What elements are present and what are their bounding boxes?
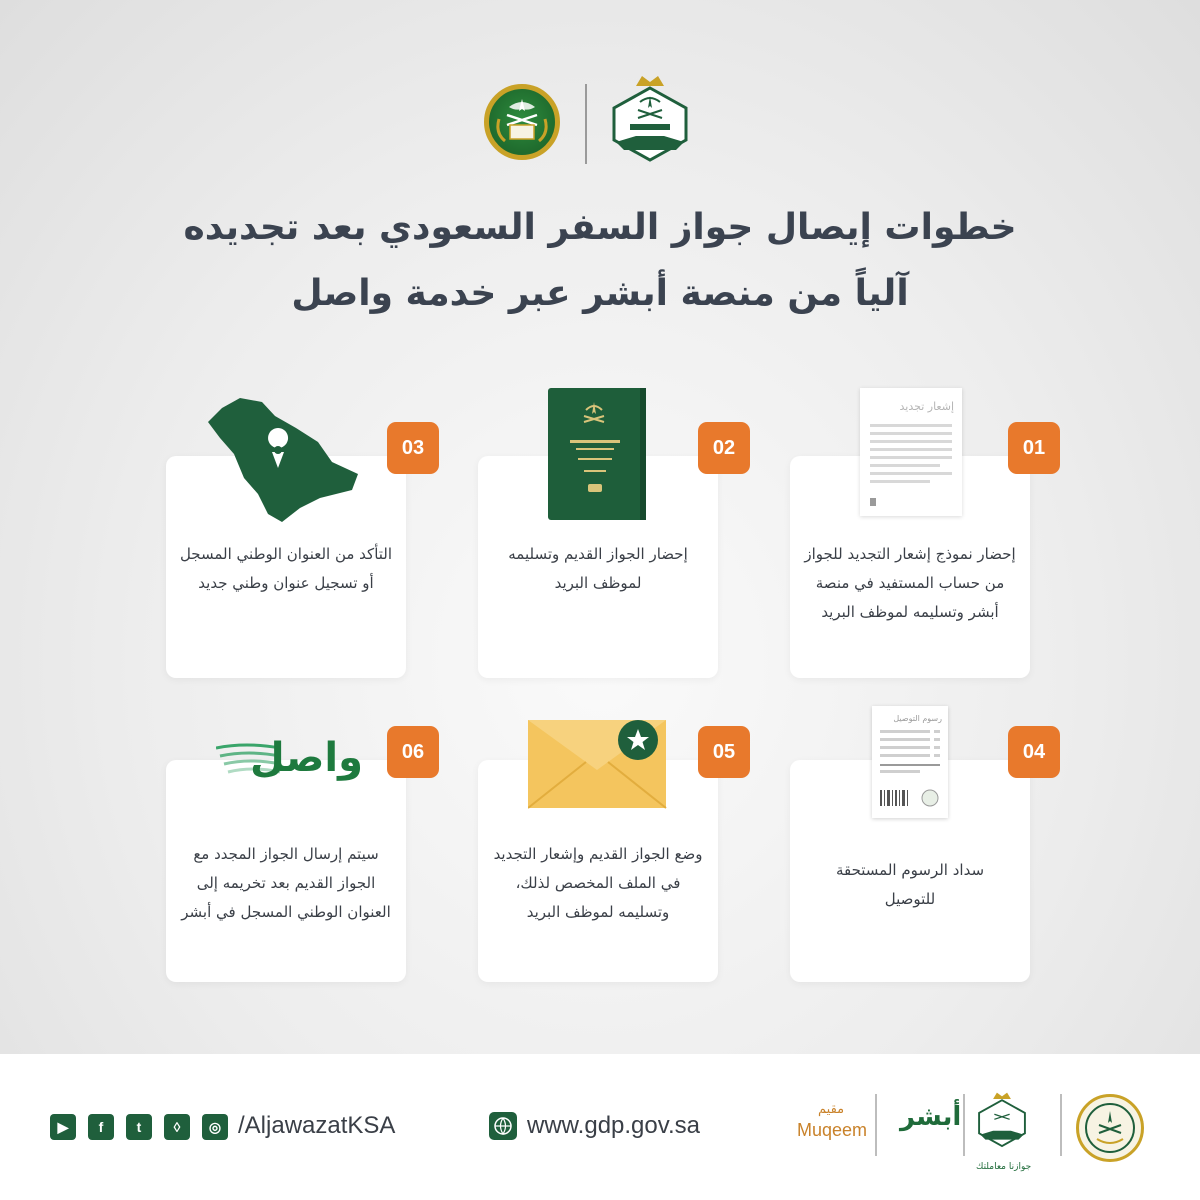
ministry-emblem-logo	[484, 84, 560, 160]
web-icon	[489, 1112, 517, 1140]
twitter-icon[interactable]: t	[126, 1114, 152, 1140]
saudi-passport-icon	[548, 388, 648, 526]
absher-logo: أبشر	[900, 1102, 962, 1132]
renewal-notice-document-icon	[860, 388, 962, 516]
step-text: التأكد من العنوان الوطني المسجل أو تسجيل عنوان وطني جديد	[179, 545, 393, 592]
muqeem-logo-arabic: مقيم	[818, 1102, 845, 1117]
instagram-icon[interactable]: ◎	[202, 1114, 228, 1140]
step-text: سداد الرسوم المستحقة للتوصيل	[835, 861, 985, 908]
saudi-map-pin-icon	[200, 390, 365, 529]
title-line-2: آلياً من منصة أبشر عبر خدمة واصل	[291, 273, 909, 314]
jawazat-footer-logo	[974, 1084, 1030, 1154]
step-text: إحضار الجواز القديم وتسليمه لموظف البريد	[508, 545, 688, 592]
jawazat-tagline: جوازنا معاملتك	[976, 1162, 1032, 1172]
delivery-fees-receipt-icon	[872, 706, 948, 818]
step-text: وضع الجواز القديم وإشعار التجديد في الملف المخصص لذلك، وتسليمه لموظف البريد	[493, 845, 703, 921]
footer-divider	[963, 1094, 965, 1156]
step-text: إحضار نموذج إشعار التجديد للجواز من حساب المستفيد في منصة أبشر وتسليمه لموظف البريد	[804, 545, 1016, 621]
facebook-icon[interactable]: f	[88, 1114, 114, 1140]
muqeem-logo-english: Muqeem	[797, 1120, 868, 1140]
page-title	[0, 195, 1200, 327]
social-handle[interactable]: /AljawazatKSA	[238, 1112, 396, 1139]
youtube-icon[interactable]: ▶	[50, 1114, 76, 1140]
step-number-badge: 02	[698, 422, 750, 474]
step-number-badge: 03	[387, 422, 439, 474]
step-number-badge: 04	[1008, 726, 1060, 778]
footer-divider	[1060, 1094, 1062, 1156]
logo-divider	[585, 84, 587, 164]
footer-divider	[875, 1094, 877, 1156]
receipt-heading: رسوم التوصيل	[893, 714, 942, 723]
step-number-badge: 01	[1008, 422, 1060, 474]
step-number-badge: 06	[387, 726, 439, 778]
footer	[0, 1054, 1200, 1200]
website-link[interactable]: www.gdp.gov.sa	[527, 1112, 700, 1139]
moi-emblem-logo	[1076, 1094, 1144, 1162]
step-number-badge: 05	[698, 726, 750, 778]
envelope-star-icon	[528, 716, 670, 814]
step-card-06	[166, 760, 406, 982]
title-line-1: خطوات إيصال جواز السفر السعودي بعد تجديده	[183, 207, 1017, 248]
wasel-wordmark: واصل	[250, 735, 363, 781]
step-text: سيتم إرسال الجواز المجدد مع الجواز القديم بعد تخريمه إلى العنوان الوطني المسجل في أبشر	[181, 845, 391, 921]
jawazat-emblem-logo	[606, 70, 694, 165]
snapchat-icon[interactable]: ◊	[164, 1114, 190, 1140]
document-heading: إشعار تجديد	[899, 400, 954, 413]
header-logos	[0, 70, 1200, 165]
wasel-logo	[216, 728, 374, 788]
